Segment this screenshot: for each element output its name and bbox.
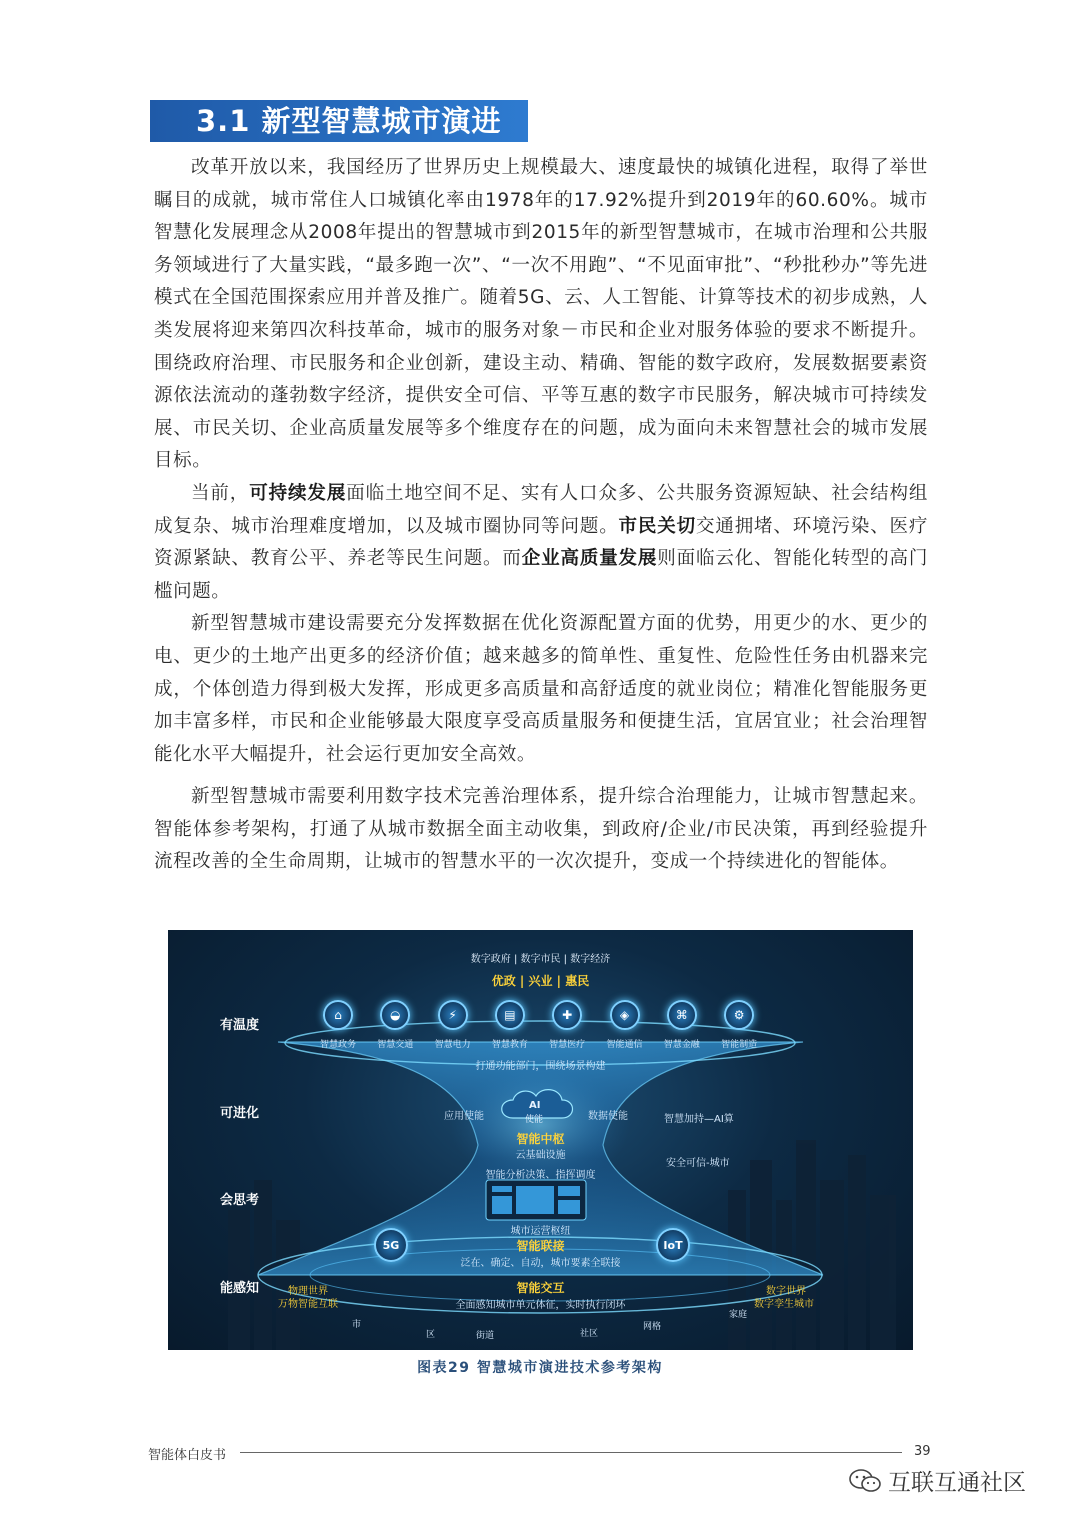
text-run: 当前， (191, 482, 250, 504)
text-run: 改革开放以来，我国经历了世界历史上规模最大、速度最快的城镇化进程，取得了举世瞩目的成就，城市常住人口城镇化率由1978年的17.92%提升到2019年的60.60%。城市智慧化发展理念从2008年提出的智慧城市到2015年的新型智慧城市，在城市治理和公共服务领域进行了大量实践，“最多跑一次”、“一次不用跑”、“不见面审批”、“秒批秒办”等先进模式在全国范围探索应用并普及推广。随着5G、云、人工智能、计算等技术的初步成熟，人类发展将迎来第四次科技革命，城市的服务对象－市民和企业对服务体验的要求不断提升。围绕政府治理、市民服务和企业创新，建设主动、精确、智能的数字政府，发展数据要素资源依法流动的蓬勃数字经济，提供安全可信、平等互惠的数字市民服务，解决城市可持续发展、市民关切、企业高质量发展等多个维度存在的问题，成为面向未来智慧社会的城市发展目标。 (154, 157, 928, 472)
bold-phrase: 企业高质量发展 (521, 548, 658, 570)
watermark (848, 1464, 1026, 1497)
ai-line2: 使能 (525, 1115, 544, 1125)
paragraph-1 (154, 152, 928, 478)
ground-city: 市 (352, 1320, 362, 1330)
hub-title: 智能中枢 (516, 1132, 565, 1146)
figure-caption: 图表29 智慧城市演进技术参考架构 (417, 1360, 663, 1376)
text-run: 面临土地空间不足、实有人口众多、公共服务资源短缺、社会结构组成复杂、城市治理难度增加，以及城市圈协同等问题。 (154, 482, 928, 537)
side-label-evolvable: 可进化 (220, 1106, 260, 1121)
paragraph-4 (154, 781, 928, 879)
watermark-text: 互联互通社区 (888, 1470, 1026, 1496)
app-enable-label: 应用使能 (444, 1111, 484, 1122)
ground-grid: 网格 (643, 1322, 662, 1332)
book-icon: ▤ (495, 1000, 525, 1030)
power-tower-icon: ⚡ (438, 1000, 468, 1030)
digital-world-1: 数字世界 (766, 1286, 806, 1297)
digital-world-2: 数字孪生城市 (754, 1299, 814, 1310)
text-run: 交通拥堵、环境污染、医疗资源紧缺、教育公平、养老等民生问题。而 (154, 515, 929, 570)
car-icon: ◒ (380, 1000, 410, 1030)
5g-badge-icon: 5G (374, 1228, 408, 1262)
signal-icon: ◈ (610, 1000, 640, 1030)
bold-phrase: 可持续发展 (249, 482, 347, 504)
gear-icon: ⚙ (724, 1000, 754, 1030)
analysis-label: 智能分析决策、指挥调度 (485, 1170, 596, 1181)
icon-label: 智慧电力 (434, 1040, 471, 1050)
ground-district: 区 (426, 1330, 436, 1340)
interact-title: 智能交互 (516, 1281, 565, 1295)
ops-center-label: 城市运营枢纽 (510, 1226, 571, 1237)
bank-icon: ⌘ (667, 1000, 697, 1030)
side-label-sensing: 能感知 (220, 1281, 260, 1296)
side-label-thinking: 会思考 (220, 1193, 260, 1208)
footer-divider (240, 1452, 902, 1453)
ground-family: 家庭 (729, 1310, 748, 1320)
iot-badge-icon: IoT (656, 1228, 690, 1262)
interact-sub: 全面感知城市单元体征，实时执行闭环 (455, 1300, 626, 1311)
connect-sub: 泛在、确定、自动，城市要素全联接 (460, 1258, 621, 1269)
ai-compute-label: 智慧加持—AI算 (664, 1114, 734, 1125)
ai-line1: AI (529, 1100, 541, 1111)
architecture-figure (168, 930, 913, 1350)
ring-caption: 打通功能部门，围绕场景构建 (475, 1061, 606, 1072)
top-line: 数字政府 | 数字市民 | 数字经济 (470, 954, 611, 965)
data-enable-label: 数据使能 (588, 1111, 628, 1122)
hub-sub: 云基础设施 (515, 1150, 566, 1161)
physical-world-1: 物理世界 (288, 1286, 328, 1297)
building-icon: ⌂ (323, 1000, 353, 1030)
icon-label: 智能通信 (606, 1040, 643, 1050)
icon-label: 智慧教育 (491, 1040, 528, 1050)
text-run: 新型智慧城市建设需要充分发挥数据在优化资源配置方面的优势，用更少的水、更少的电、更少的土地产出更多的经济价值；越来越多的简单性、重复性、危险性任务由机器来完成，个体创造力得到极大发挥，形成更多高质量和高舒适度的就业岗位；精准化智能服务更加丰富多样，市民和企业能够最大限度享受高质量服务和便捷生活，宜居宜业；社会治理智能化水平大幅提升，社会运行更加安全高效。 (154, 613, 928, 765)
text-run: 新型智慧城市需要利用数字技术完善治理体系，提升综合治理能力，让城市智慧起来。智能体参考架构，打通了从城市数据全面主动收集，到政府/企业/市民决策，再到经验提升流程改善的全生命周期，让城市的智慧水平的一次次提升，变成一个持续进化的智能体。 (154, 786, 928, 873)
section-title: 3.1 新型智慧城市演进 (150, 100, 528, 142)
page-number: 39 (914, 1444, 931, 1459)
ground-community: 社区 (580, 1329, 599, 1339)
text-run: 则面临云化、智能化转型的高门槛问题。 (154, 548, 928, 602)
icon-label: 智慧金融 (663, 1040, 700, 1050)
ground-street: 街道 (476, 1331, 495, 1341)
icon-label: 智慧政务 (319, 1040, 356, 1050)
connect-title: 智能联接 (516, 1239, 565, 1253)
icon-label: 智慧医疗 (549, 1040, 586, 1050)
icon-label: 智能制造 (721, 1040, 758, 1050)
icon-label: 智慧交通 (377, 1040, 414, 1050)
paragraph-3 (154, 608, 928, 771)
secure-label: 安全可信-城市 (666, 1158, 730, 1169)
paragraph-2 (154, 478, 928, 608)
physical-world-2: 万物智能互联 (278, 1299, 338, 1310)
body-text (154, 152, 928, 879)
side-label-warmth: 有温度 (220, 1018, 260, 1033)
medical-kit-icon: ✚ (552, 1000, 582, 1030)
top-yellow: 优政 | 兴业 | 惠民 (491, 974, 590, 988)
bold-phrase: 市民关切 (618, 515, 696, 537)
wechat-icon (848, 1468, 882, 1494)
footer-title: 智能体白皮书 (148, 1448, 227, 1463)
